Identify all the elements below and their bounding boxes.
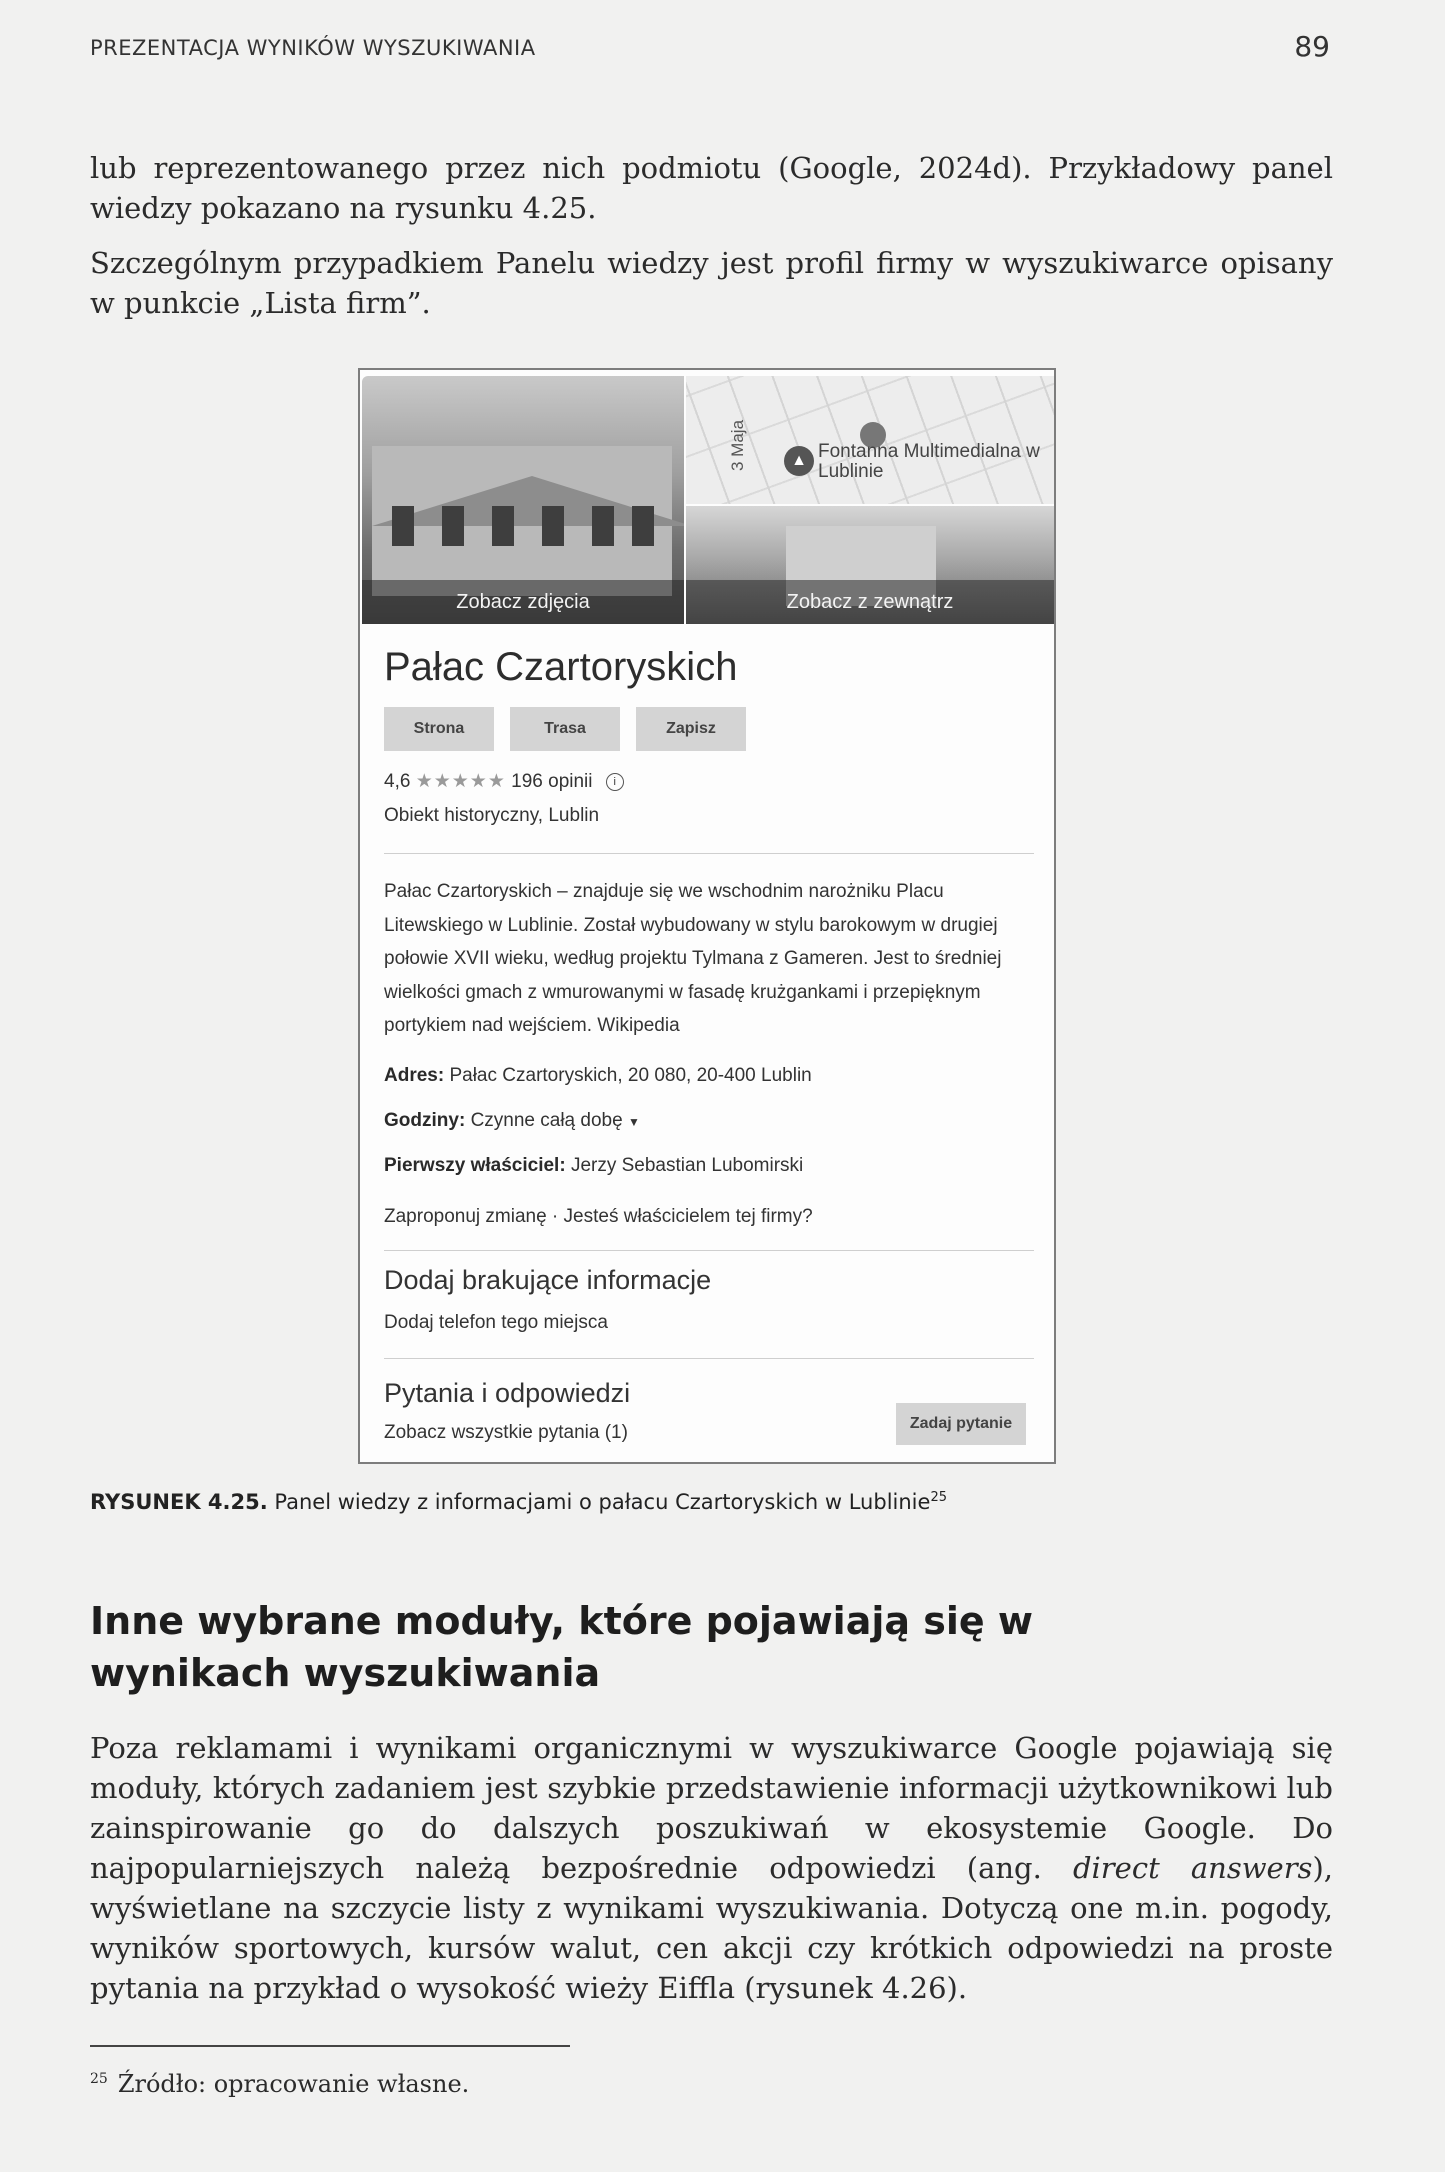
section-heading: Inne wybrane moduły, które pojawiają się w wynikach wyszukiwania <box>90 1599 1033 1695</box>
rating-value: 4,6 <box>384 771 411 792</box>
figure-caption-text: Panel wiedzy z informacjami o pałacu Czartoryskich w Lublinie <box>267 1490 931 1514</box>
address-label: Adres: <box>384 1065 445 1086</box>
missing-info-title: Dodaj brakujące informacje <box>384 1265 712 1295</box>
paragraph-3 <box>90 1728 1333 2008</box>
place-description: Pałac Czartoryskich – znajduje się we wschodnim narożniku Placu Litewskiego w Lublinie. Został wybudowany w stylu barokowym w drugiej połowie XVII wieku, według projektu Tylmana z Gameren. Jest to średniej wielkości gmach z wmurowanymi w fasadę krużgankami i przepięknym portykiem nad wejściem. Wikipedia <box>384 881 1002 1036</box>
paragraph-3-part-1: Poza reklamami i wynikami organicznymi w wyszukiwarce Google pojawiają się moduły, których zadaniem jest szybkie przedstawienie informacji użytkownikowi lub zainspirowanie go do dalszych poszukiwań w ekosystemie Google. Do najpopularniejszych należą bezpośrednie odpowiedzi (ang. <box>90 1731 1333 1885</box>
suggest-edit-link[interactable]: Zaproponuj zmianę · Jesteś właścicielem tej firmy? <box>384 1206 813 1227</box>
figure-label: RYSUNEK 4.25. <box>90 1490 268 1514</box>
save-button[interactable]: Zapisz <box>636 707 746 751</box>
knowledge-panel <box>358 368 1056 1464</box>
info-icon[interactable]: i <box>606 773 624 791</box>
see-photos-caption[interactable]: Zobacz zdjęcia <box>362 580 684 624</box>
palace-photo[interactable] <box>362 376 684 624</box>
map-thumbnail[interactable] <box>686 376 1054 504</box>
see-all-questions-link[interactable]: Zobacz wszystkie pytania (1) <box>384 1422 628 1443</box>
divider <box>384 1250 1034 1251</box>
running-head: PREZENTACJA WYNIKÓW WYSZUKIWANIA <box>90 36 536 60</box>
footnote-ref[interactable]: 25 <box>930 1490 947 1505</box>
website-button[interactable]: Strona <box>384 707 494 751</box>
paragraph-3-part-2: ), wyświetlane na szczycie listy z wynikami wyszukiwania. Dotyczą one m.in. pogody, wyników sportowych, kursów walut, cen akcji czy krótkich odpowiedzi na proste pytania na przykład o wysokość wieży Eiffla (rysunek 4.26). <box>90 1851 1333 2005</box>
divider <box>384 853 1034 854</box>
chevron-down-icon[interactable]: ▼ <box>627 1115 640 1129</box>
place-title: Pałac Czartoryskich <box>384 645 738 689</box>
rating-line <box>384 770 624 793</box>
add-phone-link[interactable]: Dodaj telefon tego miejsca <box>384 1312 608 1333</box>
map-poi-label: Fontanna Multimedialna w Lublinie <box>818 441 1040 482</box>
footnote-rule <box>90 2045 570 2047</box>
page-header <box>90 30 1330 70</box>
palace-building-illustration <box>372 446 672 596</box>
footnote-number: 25 <box>90 2071 108 2087</box>
see-outside-caption[interactable]: Zobacz z zewnątrz <box>686 580 1054 624</box>
qa-title: Pytania i odpowiedzi <box>384 1378 631 1408</box>
street-view-photo[interactable] <box>686 506 1054 624</box>
route-button[interactable]: Trasa <box>510 707 620 751</box>
place-category: Obiekt historyczny, Lublin <box>384 805 600 826</box>
footnote <box>90 2070 469 2098</box>
address-value[interactable]: Pałac Czartoryskich, 20 080, 20-400 Lublin <box>449 1065 812 1086</box>
map-street-label: 3 Maja <box>728 419 747 471</box>
divider <box>384 1358 1034 1359</box>
owner-label: Pierwszy właściciel: <box>384 1155 566 1176</box>
figure-caption <box>90 1490 947 1514</box>
footnote-text: Źródło: opracowanie własne. <box>117 2070 470 2098</box>
ask-question-button[interactable]: Zadaj pytanie <box>896 1403 1026 1445</box>
paragraph-3-emphasis: direct answers <box>1072 1851 1313 1885</box>
owner-fact <box>384 1155 803 1177</box>
paragraph-1: lub reprezentowanego przez nich podmiotu (Google, 2024d). Przykładowy panel wiedzy pokazano na rysunku 4.25. <box>90 151 1333 225</box>
address-fact <box>384 1065 812 1087</box>
reviews-link[interactable]: 196 opinii <box>511 771 593 792</box>
owner-value[interactable]: Jerzy Sebastian Lubomirski <box>570 1155 804 1176</box>
page-number: 89 <box>1294 30 1330 63</box>
hours-label: Godziny: <box>384 1110 466 1131</box>
star-rating-icon: ★★★★★ <box>415 771 506 792</box>
paragraph-2: Szczególnym przypadkiem Panelu wiedzy jest profil firmy w wyszukiwarce opisany w punkcie „Lista firm”. <box>90 246 1333 320</box>
hours-value[interactable]: Czynne całą dobę <box>470 1110 623 1131</box>
hours-fact[interactable] <box>384 1110 640 1132</box>
poi-icon: ▲ <box>784 446 814 476</box>
